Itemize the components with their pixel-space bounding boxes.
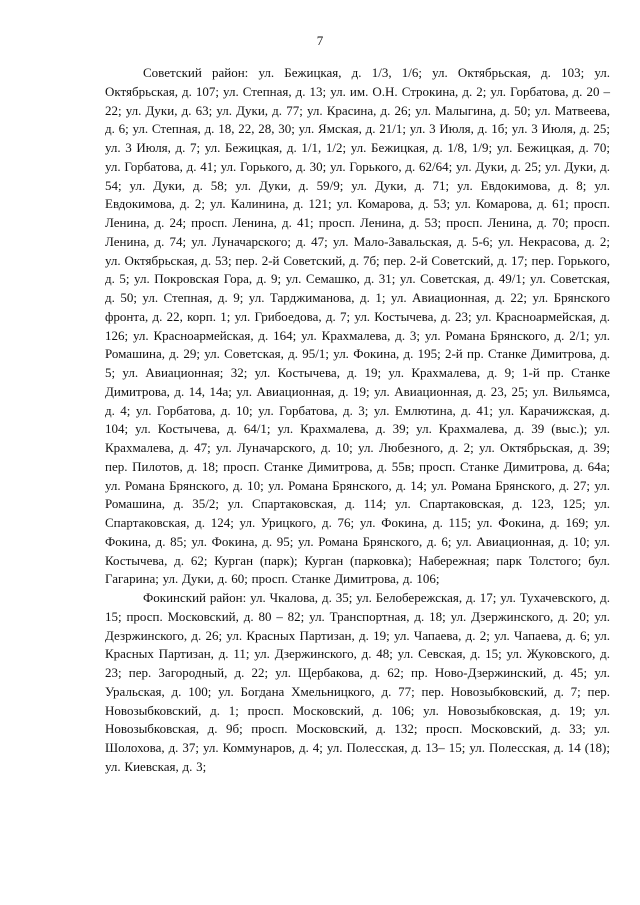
paragraph-fokinsky-district: Фокинский район: ул. Чкалова, д. 35; ул. Белобережская, д. 17; ул. Тухачевского, д. 15; просп. Московский, д. 80 – 82; ул. Транспортная, д. 18; ул. Дзержинского, д. 20; ул. Дезржинского, д. 26; ул. Красных Партизан, д. 19; ул. Чапаева, д. 2; ул. Чапаева, д. 6; ул. Красных Партизан, д. 11; ул. Дзержинского, д. 48; ул. Севская, д. 15; ул. Жуковского, д. 23; пер. Загородный, д. 22; ул. Щербакова, д. 62; пр. Ново-Дзержинский, д. 45; ул. Уральская, д. 100; ул. Богдана Хмельницкого, д. 77; пер. Новозыбковский, д. 7; пер. Новозыбковский, д. 1; просп. Московский, д. 106; ул. Новозыбковская, д. 19; ул. Новозыбковская, д. 9б; просп. Московский, д. 132; просп. Московский, д. 33; ул. Шолохова, д. 37; ул. Коммунаров, д. 4; ул. Полесская, д. 13– 15; ул. Полесская, д. 14 (18); ул. Киевская, д. 3; xyxy=(105,590,610,774)
document-body xyxy=(105,64,610,777)
page-number: 7 xyxy=(316,33,324,48)
paragraph-sovetsky-district: Советский район: ул. Бежицкая, д. 1/3, 1/6; ул. Октябрьская, д. 103; ул. Октябрьская, д. 107; ул. Степная, д. 13; ул. им. О.Н. Строкина, д. 2; ул. Горбатова, д. 20 – 22; ул. Дуки, д. 63; ул. Дуки, д. 77; ул. Красина, д. 26; ул. Малыгина, д. 50; ул. Матвеева, д. 6; ул. Степная, д. 18, 22, 28, 30; ул. Ямская, д. 21/1; ул. 3 Июля, д. 1б; ул. 3 Июля, д. 25; ул. 3 Июля, д. 7; ул. Бежицкая, д. 1/1, 1/2; ул. Бежицкая, д. 1/8, 1/9; ул. Бежицкая, д. 70; ул. Горбатова, д. 41; ул. Горького, д. 30; ул. Горького, д. 62/64; ул. Дуки, д. 25; ул. Дуки, д. 54; ул. Дуки, д. 58; ул. Дуки, д. 59/9; ул. Дуки, д. 71; ул. Евдокимова, д. 8; ул. Евдокимова, д. 2; ул. Калинина, д. 121; ул. Комарова, д. 53; ул. Комарова, д. 61; просп. Ленина, д. 24; просп. Ленина, д. 41; просп. Ленина, д. 53; просп. Ленина, д. 70; просп. Ленина, д. 74; ул. Луначарского; д. 47; ул. Мало-Завальская, д. 5-6; ул. Некрасова, д. 2; ул. Октябрьская, д. 53; пер. 2-й Советский, д. 7б; пер. 2-й Советский, д. 17; пер. Горького, д. 5; ул. Покровская Гора, д. 9; ул. Семашко, д. 31; ул. Советская, д. 49/1; ул. Советская, д. 50; ул. Степная, д. 9; ул. Тарджиманова, д. 1; ул. Авиационная, д. 22; ул. Брянского фронта, д. 22, корп. 1; ул. Грибоедова, д. 7; ул. Костычева, д. 23; ул. Красноармейская, д. 126; ул. Красноармейская, д. 164; ул. Крахмалева, д. 3; ул. Романа Брянского, д. 2/1; ул. Ромашина, д. 29; ул. Советская, д. 95/1; ул. Фокина, д. 195; 2-й пр. Станке Димитрова, д. 5; ул. Авиационная; 32; ул. Костычева, д. 19; ул. Крахмалева, д. 9; 1-й пр. Станке Димитрова, д. 14, 14а; ул. Авиационная, д. 19; ул. Авиационная, д. 23, 25; ул. Вильямса, д. 4; ул. Горбатова, д. 10; ул. Горбатова, д. 3; ул. Емлютина, д. 41; ул. Карачижская, д. 104; ул. Костычева, д. 64/1; ул. Крахмалева, д. 39; ул. Крахмалева, д. 39 (выс.); ул. Крахмалева, д. 47; ул. Луначарского, д. 10; ул. Любезного, д. 2; ул. Октябрьская, д. 39; пер. Пилотов, д. 18; просп. Станке Димитрова, д. 55в; просп. Станке Димитрова, д. 64а; ул. Романа Брянского, д. 10; ул. Романа Брянского, д. 14; ул. Романа Брянского, д. 27; ул. Ромашина, д. 35/2; ул. Спартаковская, д. 114; ул. Спартаковская, д. 123, 125; ул. Спартаковская, д. 124; ул. Урицкого, д. 76; ул. Фокина, д. 115; ул. Фокина, д. 169; ул. Фокина, д. 85; ул. Фокина, д. 95; ул. Романа Брянского, д. 6; ул. Авиационная, д. 10; ул. Костычева, д. 62; Курган (парк); Курган (парковка); Набережная; парк Толстого; бул. Гагарина; ул. Дуки, д. 60; просп. Станке Димитрова, д. 106; xyxy=(105,65,610,587)
